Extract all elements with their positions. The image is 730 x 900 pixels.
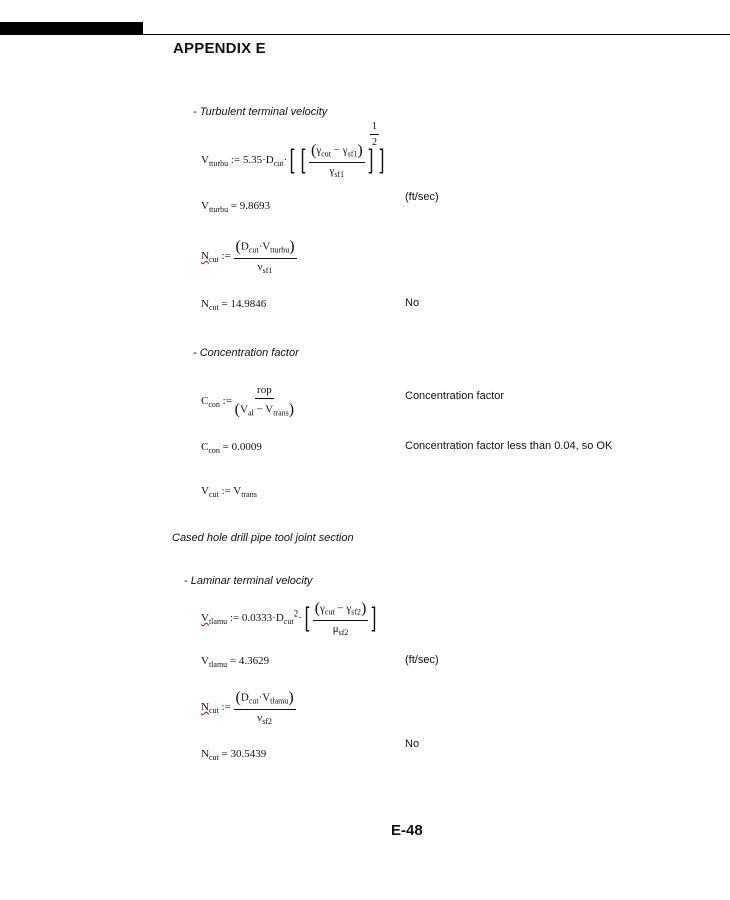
header-bar — [0, 22, 143, 35]
concentration-formula: $C_{con}$ := $\frac{\text{rop}}{(V_{al} - V_{trans})}$ — [201, 384, 295, 418]
concentration-note: Concentration factor — [405, 390, 505, 402]
turbulent-result: $V_{tturbu} = 9.8693$ — [201, 200, 271, 214]
turbulent-fraction: $\frac{(\gamma_{cut} - \gamma_{sf1})}{\gamma_{sf1}}$ — [311, 142, 363, 179]
reynolds2-result: $N_{cut} = 30.5439$ — [201, 748, 267, 762]
turbulent-unit: (ft/sec) — [405, 191, 439, 203]
concentration-heading: - Concentration factor — [193, 347, 299, 359]
concentration-result-note: Concentration factor less than 0.04, so OK — [405, 440, 613, 452]
laminar-unit: (ft/sec) — [405, 654, 439, 666]
turbulent-formula: $V_{tturbu}$ := $5.35\cdot D_{cut}\cdot$[ [ $\frac{(\gamma_{cut} - \gamma_{sf1})}{\gamma_{sf1}}$ ] ] — [201, 142, 385, 179]
turbulent-heading: - Turbulent terminal velocity — [193, 106, 328, 118]
reynolds1-formula: $N_{cut}$ := $\frac{(D_{cut}\cdot V_{tturbu})}{\nu_{sf1}}$ — [201, 238, 295, 275]
laminar-heading: - Laminar terminal velocity — [184, 575, 313, 587]
page-title: APPENDIX E — [173, 40, 266, 57]
laminar-formula: $V_{tlamu}$ := $0.0333\cdot D_{cut}^2\cdot$[ $\frac{(\gamma_{cut} - \gamma_{sf2})}{\mu_{sf2}}$ ] — [201, 600, 377, 637]
page-number: E-48 — [391, 822, 423, 839]
concentration-result: $C_{con} = 0.0009$ — [201, 441, 262, 455]
velocity-assignment: $V_{cut}$ := $V_{trans}$ — [201, 485, 257, 499]
cased-hole-heading: Cased hole drill pipe tool joint section — [172, 532, 354, 544]
reynolds1-note: No — [405, 297, 420, 309]
header-rule — [143, 34, 730, 35]
turbulent-exponent: $\frac{1}{2}$ — [372, 121, 377, 148]
reynolds1-result: $N_{cut} = 14.9846$ — [201, 298, 267, 312]
reynolds2-formula: $N_{cut}$ := $\frac{(D_{cut}\cdot V_{tlamu})}{\nu_{sf2}}$ — [201, 689, 294, 726]
reynolds2-note: No — [405, 738, 420, 750]
laminar-result: $V_{tlamu} = 4.3629$ — [201, 655, 270, 669]
